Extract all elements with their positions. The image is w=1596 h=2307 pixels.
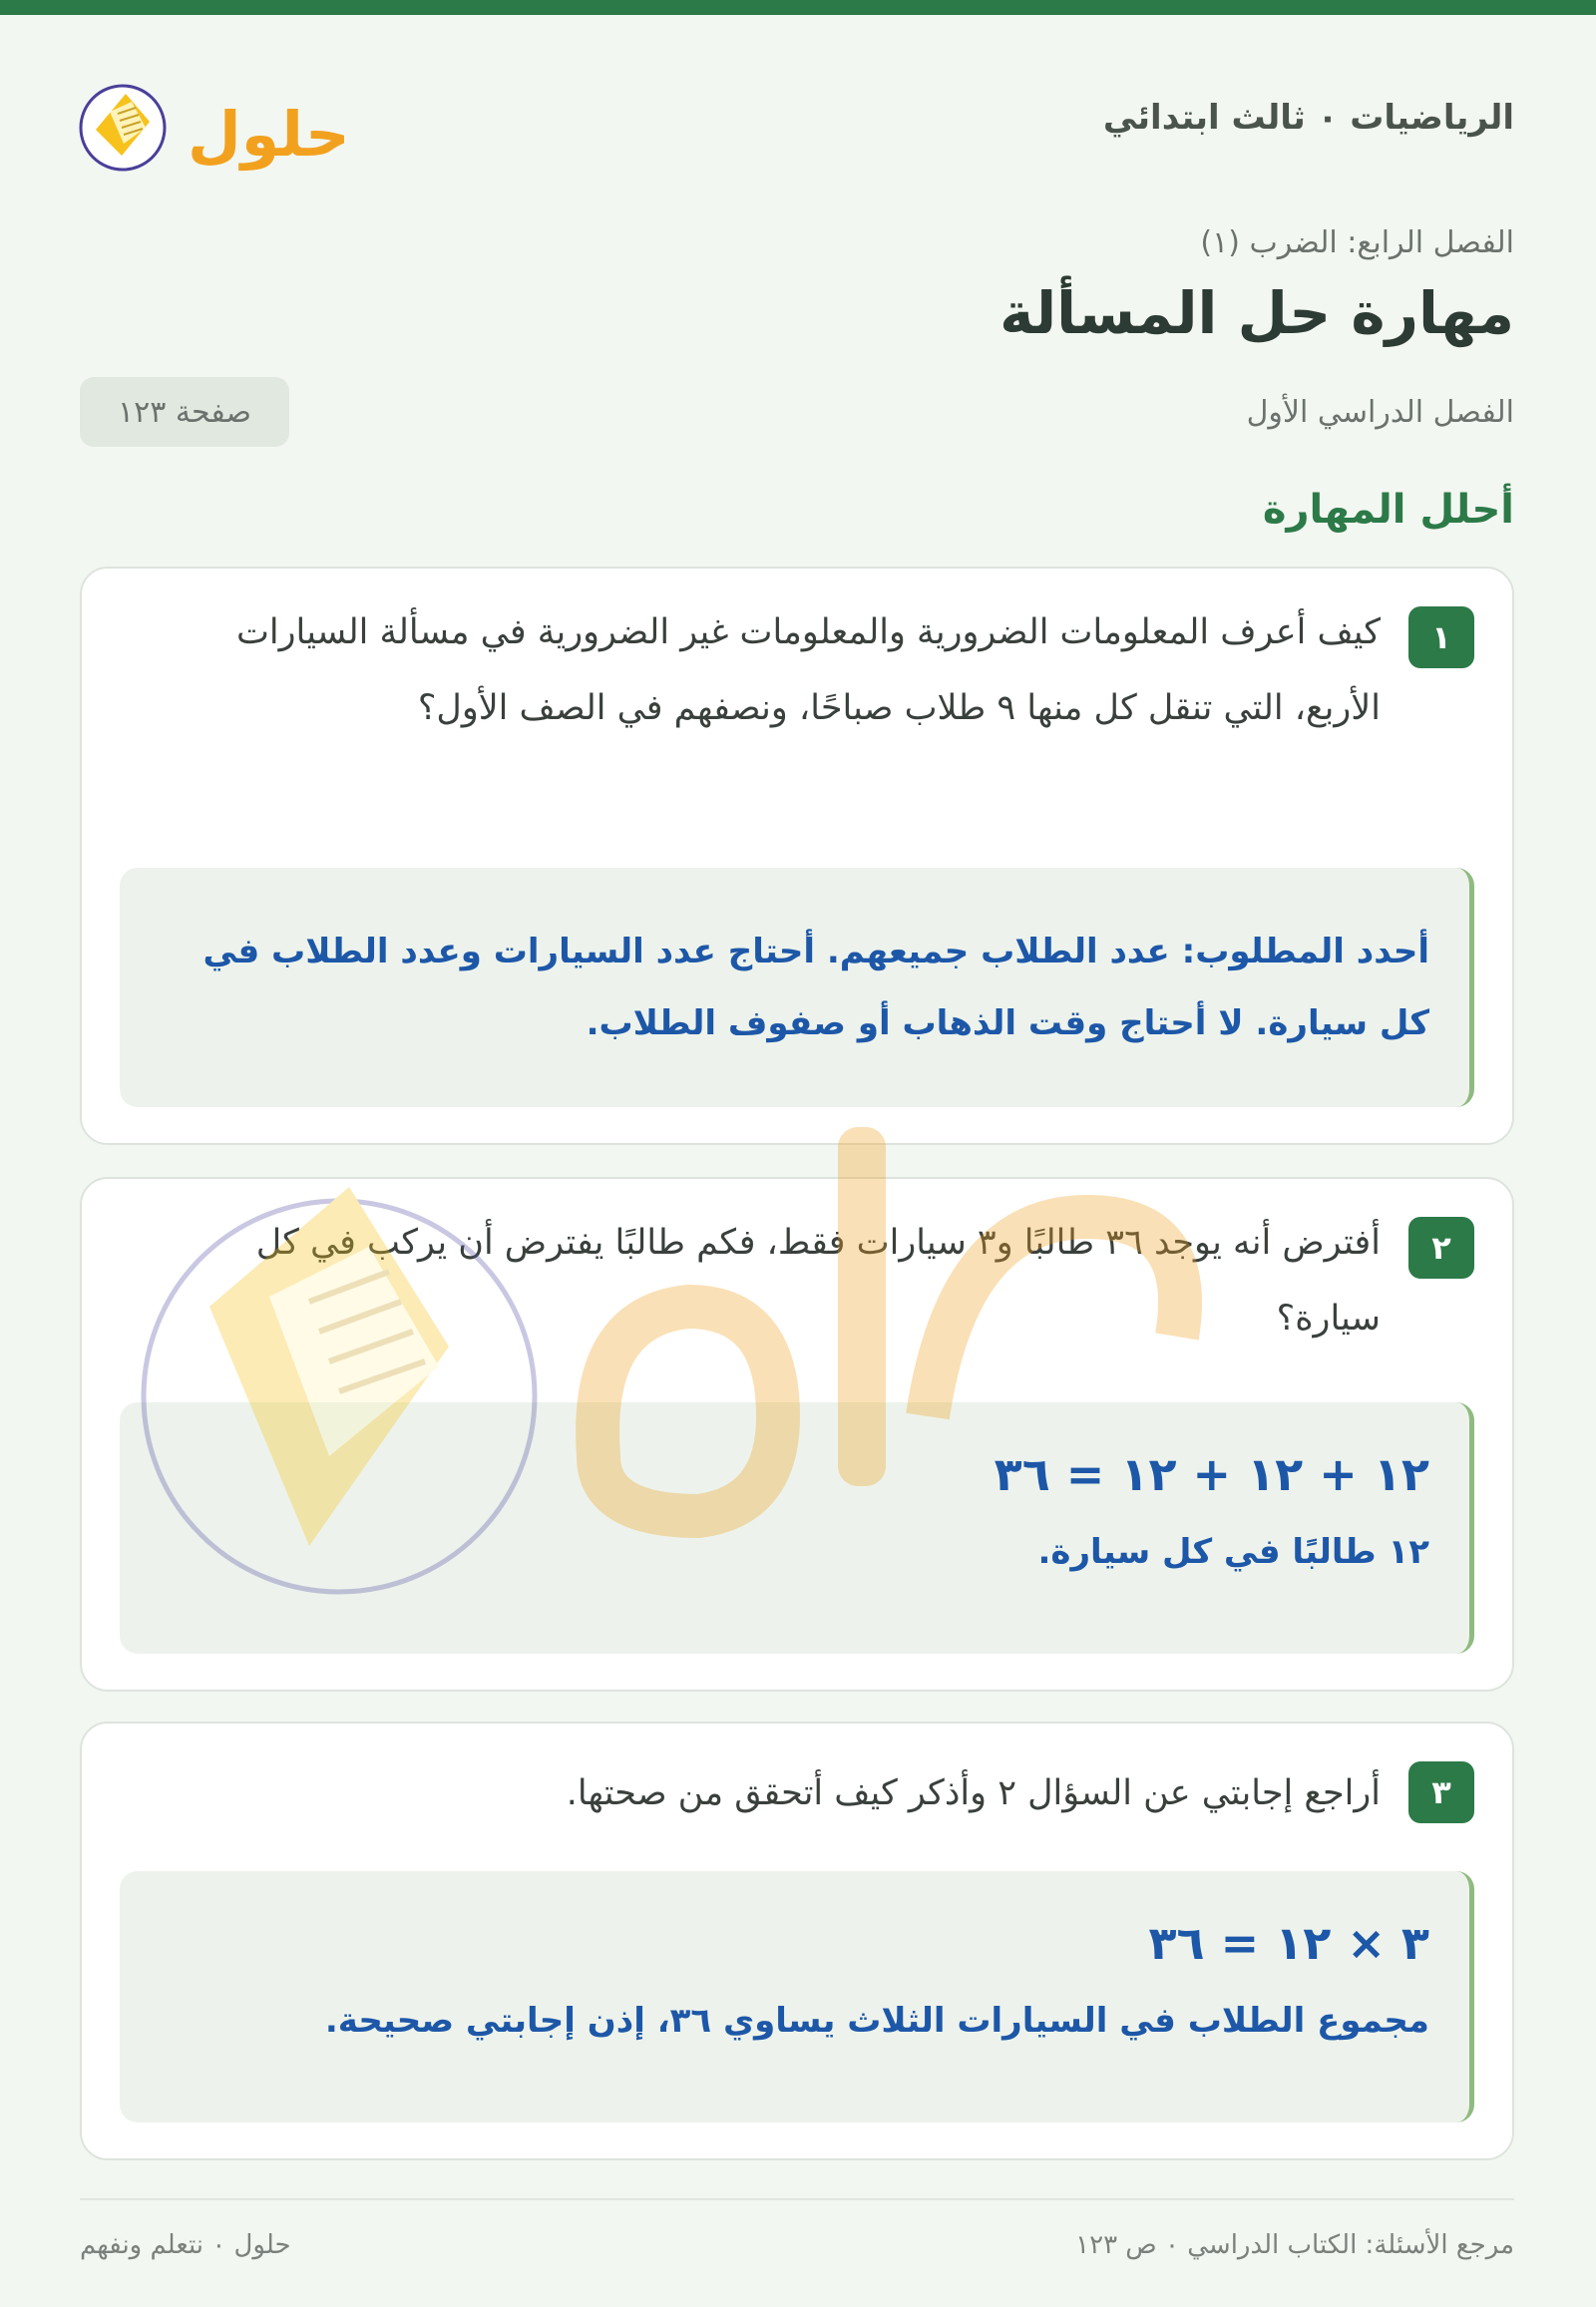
question-number-badge: ٢ [1408, 1217, 1474, 1279]
question-text: أفترض أنه يوجد ٣٦ طالبًا و٣ سيارات فقط، فكم طالبًا يفترض أن يركب في كل سيارة؟ [255, 1223, 1381, 1339]
answer-text: أحدد المطلوب: عدد الطلاب جميعهم. أحتاج عدد السيارات وعدد الطلاب في كل سيارة. لا أحتاج وقت الذهاب أو صفوف الطلاب. [202, 932, 1429, 1043]
question-text: أراجع إجابتي عن السؤال ٢ وأذكر كيف أتحقق من صحتها. [566, 1773, 1381, 1813]
course-label: الرياضيات ٠ ثالث ابتدائي [1102, 98, 1514, 138]
question-card-2 [80, 1177, 1514, 1692]
footer-brand: حلول ٠ نتعلم ونفهم [80, 2230, 291, 2260]
question-card-1 [80, 567, 1514, 1145]
top-accent-bar [0, 0, 1596, 15]
section-title: أحلل المهارة [1262, 487, 1514, 533]
answer-text: ١٢ طالبًا في كل سيارة. [1037, 1532, 1429, 1572]
footer-reference: مرجع الأسئلة: الكتاب الدراسي ٠ ص ١٢٣ [1075, 2230, 1514, 2260]
answer-box [120, 868, 1474, 1107]
answer-equation: ٣ × ١٢ = ٣٦ [1148, 1916, 1429, 1970]
footer-divider [80, 2198, 1514, 2200]
page-number-badge: صفحة ١٢٣ [80, 377, 289, 447]
question-text: كيف أعرف المعلومات الضرورية والمعلومات غير الضرورية في مسألة السيارات الأربع، التي تنقل كل منها ٩ طلاب صباحًا، ونصفهم في الصف الأول؟ [235, 612, 1381, 728]
svg-text:حلول: حلول [188, 98, 350, 171]
question-card-3 [80, 1722, 1514, 2160]
question-number-badge: ١ [1408, 606, 1474, 668]
semester-label: الفصل الدراسي الأول [1246, 395, 1514, 430]
answer-box [120, 1402, 1474, 1654]
page-title: مهارة حل المسألة [999, 279, 1514, 347]
answer-text: مجموع الطلاب في السيارات الثلاث يساوي ٣٦، إذن إجابتي صحيحة. [324, 2001, 1429, 2041]
answer-box [120, 1871, 1474, 2122]
chapter-label: الفصل الرابع: الضرب (١) [1200, 225, 1514, 260]
question-number-badge: ٣ [1408, 1761, 1474, 1823]
holool-logo[interactable] [78, 64, 357, 184]
answer-equation: ١٢ + ١٢ + ١٢ = ٣٦ [994, 1447, 1429, 1501]
